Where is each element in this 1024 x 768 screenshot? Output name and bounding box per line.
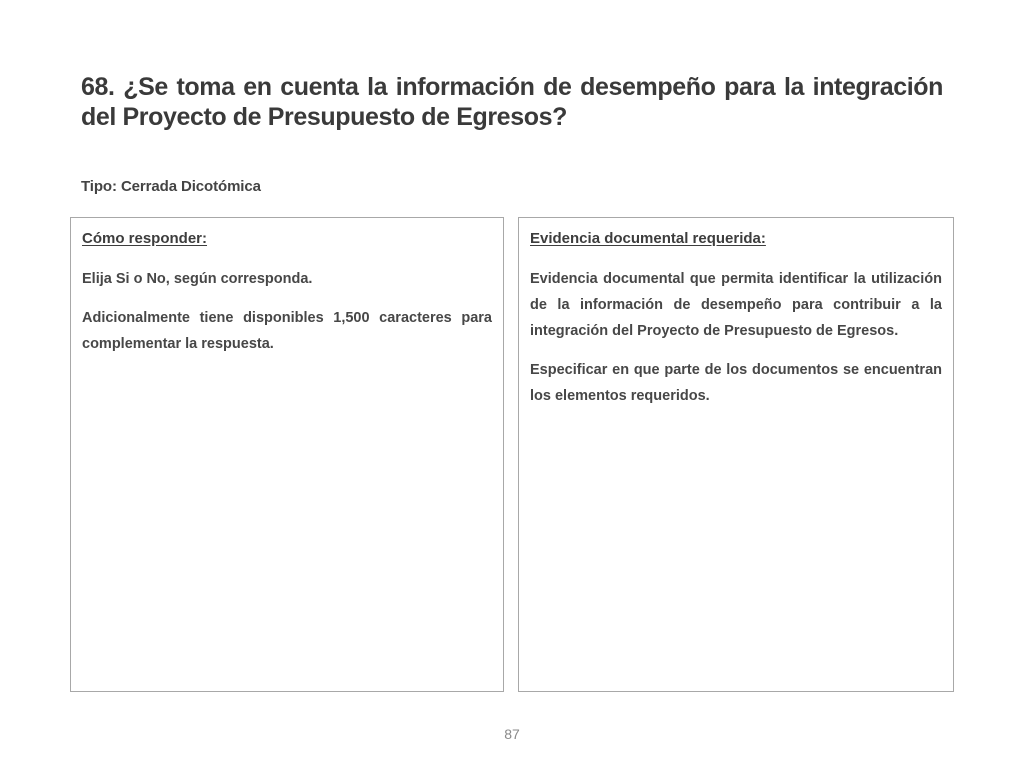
- how-to-answer-box: [70, 217, 504, 692]
- page-number: 87: [504, 726, 520, 742]
- how-to-answer-paragraph: Elija Si o No, según corresponda.: [82, 271, 313, 287]
- how-to-answer-paragraph: Adicionalmente tiene disponibles 1,500 caracteres para complementar la respuesta.: [82, 310, 492, 352]
- question-type: Tipo: Cerrada Dicotómica: [81, 178, 261, 195]
- required-evidence-box: [518, 217, 954, 692]
- question-title: 68. ¿Se toma en cuenta la información de desempeño para la integración del Proyecto de Presupuesto de Egresos?: [81, 73, 943, 131]
- required-evidence-heading: Evidencia documental requerida:: [530, 230, 766, 247]
- required-evidence-paragraph: Evidencia documental que permita identificar la utilización de la información de desempeño para contribuir a la integración del Proyecto de Presupuesto de Egresos.: [530, 271, 942, 339]
- required-evidence-paragraph: Especificar en que parte de los documentos se encuentran los elementos requeridos.: [530, 362, 942, 404]
- how-to-answer-heading: Cómo responder:: [82, 230, 208, 247]
